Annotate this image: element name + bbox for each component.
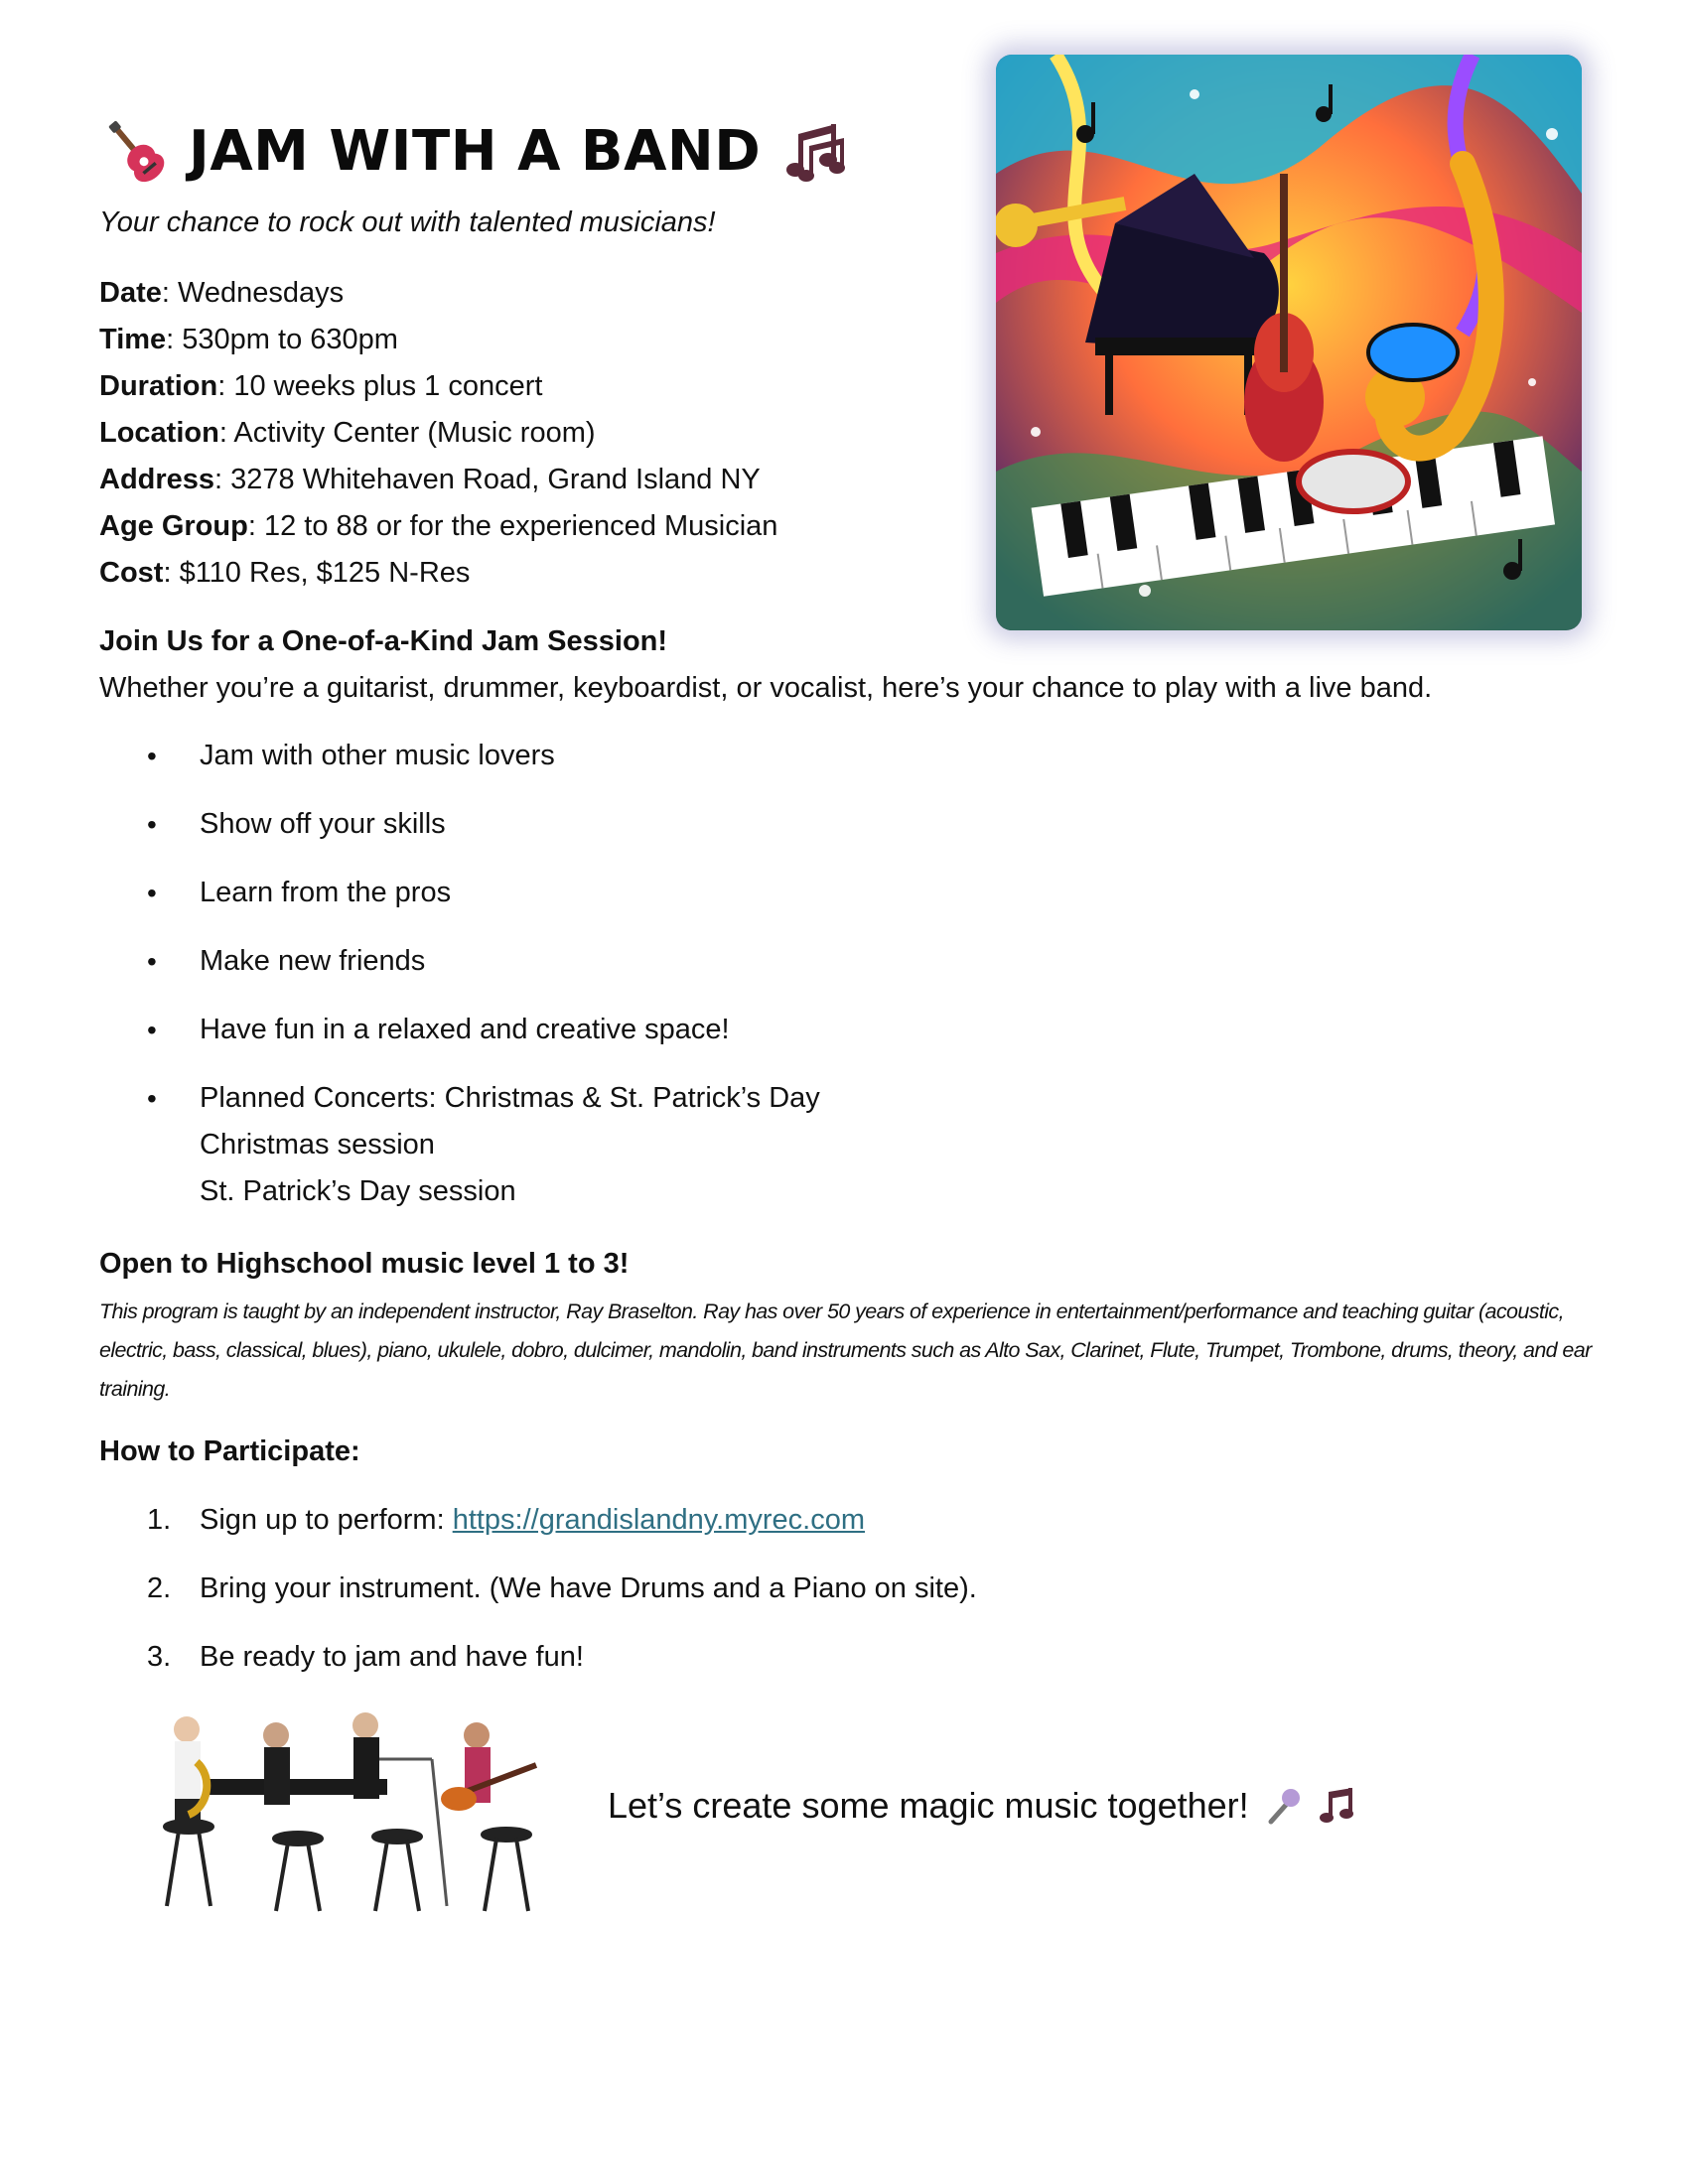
list-item: • Show off your skills: [147, 801, 1338, 848]
signup-link[interactable]: https://grandislandny.myrec.com: [452, 1504, 865, 1536]
st-patricks-session: St. Patrick’s Day session: [200, 1175, 516, 1207]
detail-address: Address: 3278 Whitehaven Road, Grand Island NY: [99, 464, 761, 495]
closing-text: Let’s create some magic music together!: [608, 1785, 1249, 1826]
christmas-session: Christmas session: [200, 1129, 435, 1160]
step-1: 1. Sign up to perform: https://grandislandny.myrec.com: [147, 1504, 865, 1536]
concerts-item: [147, 1075, 1338, 1215]
step-3: 3. Be ready to jam and have fun!: [147, 1641, 584, 1673]
guitar-icon: [99, 115, 171, 187]
detail-cost: Cost: $110 Res, $125 N-Res: [99, 557, 471, 589]
join-heading: Join Us for a One-of-a-Kind Jam Session!: [99, 625, 668, 657]
title-row: [99, 111, 854, 191]
tagline: Your chance to rock out with talented musicians!: [99, 206, 716, 238]
concerts-line: • Planned Concerts: Christmas & St. Patrick’s Day: [200, 1082, 820, 1114]
microphone-icon: [1263, 1786, 1303, 1826]
participation-steps: [147, 1497, 977, 1703]
join-description: Whether you’re a guitarist, drummer, keyboardist, or vocalist, here’s your chance to play with a live band.: [99, 672, 1433, 704]
music-notes-icon: [784, 118, 854, 184]
list-item: • Jam with other music lovers: [147, 733, 1338, 779]
instrument-artwork: [996, 55, 1582, 630]
how-heading: How to Participate:: [99, 1435, 360, 1467]
list-item: • Learn from the pros: [147, 870, 1338, 916]
detail-date: Date: Wednesdays: [99, 277, 345, 309]
step-2: 2. Bring your instrument. (We have Drums and a Piano on site).: [147, 1572, 977, 1604]
instructor-description: This program is taught by an independent instructor, Ray Braselton. Ray has over 50 years of experience in entertainment/performance and teaching guitar (acoustic, electric, bass, classical, blues), piano, ukulele, dobro, dulcimer, mandolin, band instruments such as Alto Sax, Clarinet, Flute, Trumpet, Trombone, drums, theory, and ear training.: [99, 1299, 1592, 1401]
detail-time: Time: 530pm to 630pm: [99, 324, 398, 355]
page-title: JAM WITH A BAND: [189, 118, 762, 184]
closing-line: [608, 1785, 1356, 1827]
list-item: • Have fun in a relaxed and creative space!: [147, 1007, 1338, 1053]
event-details: [99, 270, 777, 597]
detail-duration: Duration: 10 weeks plus 1 concert: [99, 370, 543, 402]
benefits-list: [147, 733, 1338, 1237]
list-item: • Make new friends: [147, 938, 1338, 985]
music-note-icon: [1317, 1786, 1356, 1826]
band-illustration: [149, 1707, 586, 1921]
open-heading: Open to Highschool music level 1 to 3!: [99, 1248, 630, 1280]
detail-age-group: Age Group: 12 to 88 or for the experienced Musician: [99, 510, 778, 542]
detail-location: Location: Activity Center (Music room): [99, 417, 596, 449]
